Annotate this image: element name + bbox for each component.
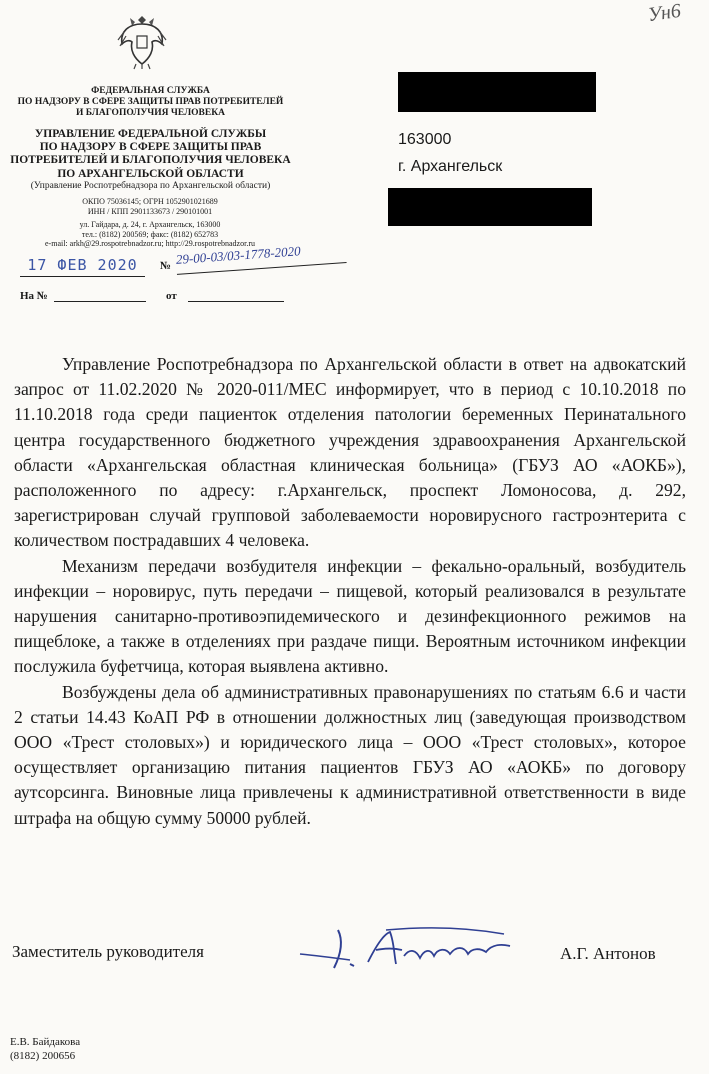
reply-to-blank-line <box>54 300 146 302</box>
handwritten-signature <box>290 922 520 972</box>
signatory-name: А.Г. Антонов <box>560 944 656 963</box>
agency-name: ФЕДЕРАЛЬНАЯ СЛУЖБА ПО НАДЗОРУ В СФЕРЕ ЗАЩИТЫ ПРАВ ПОТРЕБИТЕЛЕЙ И БЛАГОПОЛУЧИЯ ЧЕЛОВЕКА <box>17 86 284 118</box>
paragraph-1: Управление Роспотребнадзора по Архангельской области в ответ на адвокатский запрос от 11.02.2020 № 2020-011/МЕС информирует, что в период с 10.10.2018 по 11.10.2018 года среди пациенток отделения патологии беременных Перинатального центра государственного бюджетного учреждения здравоохранения Архангельской области «Архангельская областная клиническая больница» (ГБУЗ АО «АОКБ»), расположенного по адресу: г.Архангельск, проспект Ломоносова, д. 292, зарегистрирован случай групповой заболеваемости норовирусного гастроэнтерита с количеством пострадавших 4 человека. <box>14 354 686 551</box>
redacted-recipient-name <box>398 72 596 112</box>
coat-of-arms-icon <box>116 10 168 70</box>
signatory-title: Заместитель руководителя <box>12 942 204 961</box>
department-short-name: (Управление Роспотребнадзора по Архангельской области) <box>30 181 271 191</box>
recipient-city: г. Архангельск <box>398 158 503 175</box>
contact-address: ул. Гайдара, д. 24, г. Архангельск, 163000 тел.: (8182) 200569; факс: (8182) 652783 e-mail: arkh@29.rospotrebnadzor.ru; http://29.rospotrebnadzor.ru <box>45 220 255 249</box>
department-name: УПРАВЛЕНИЕ ФЕДЕРАЛЬНОЙ СЛУЖБЫ ПО НАДЗОРУ В СФЕРЕ ЗАЩИТЫ ПРАВ ПОТРЕБИТЕЛЕЙ И БЛАГОПОЛУЧИЯ ЧЕЛОВЕКА ПО АРХАНГЕЛЬСКОЙ ОБЛАСТИ <box>10 128 291 180</box>
outgoing-number: 29-00-03/03-1778-2020 <box>175 240 346 275</box>
reply-from-blank-line <box>188 300 284 302</box>
letter-body <box>14 352 686 831</box>
outgoing-date-stamp: 17 ФЕВ 2020 <box>20 256 145 277</box>
recipient-postcode: 163000 <box>398 131 452 148</box>
paragraph-3: Возбуждены дела об административных правонарушениях по статьям 6.6 и части 2 статьи 14.43 КоАП РФ в отношении должностных лиц (заведующая производством ООО «Трест столовых») и юридического лица – ООО «Трест столовых», которое осуществляет организацию питания пациентов ГБУЗ АО «АОКБ» по договору аутсорсинга. Виновные лица привлечены к административной ответственности в виде штрафа на общую сумму 50000 рублей. <box>14 681 686 828</box>
executor-name: Е.В. Байдакова <box>10 1036 81 1048</box>
outgoing-number-label: № <box>160 260 172 272</box>
executor-phone: (8182) 200656 <box>10 1050 76 1062</box>
paragraph-2: Механизм передачи возбудителя инфекции – фекально-оральный, возбудитель инфекции – норовирус, путь передачи – пищевой, который реализовался в результате нарушения санитарно-противоэпидемического и дезинфекционного режимов на пищеблоке, а также в отделениях при раздаче пищи. Вероятным источником инфекции послужила буфетчица, которая выявлена активно. <box>14 555 686 677</box>
redacted-recipient-address <box>388 188 592 226</box>
reply-from-label: от <box>166 290 177 302</box>
corner-handwritten-note: Ун6 <box>646 0 683 27</box>
reply-to-label: На № <box>20 290 48 302</box>
registration-codes: ОКПО 75036145; ОГРН 1052901021689 ИНН / КПП 2901133673 / 290101001 <box>82 197 218 216</box>
